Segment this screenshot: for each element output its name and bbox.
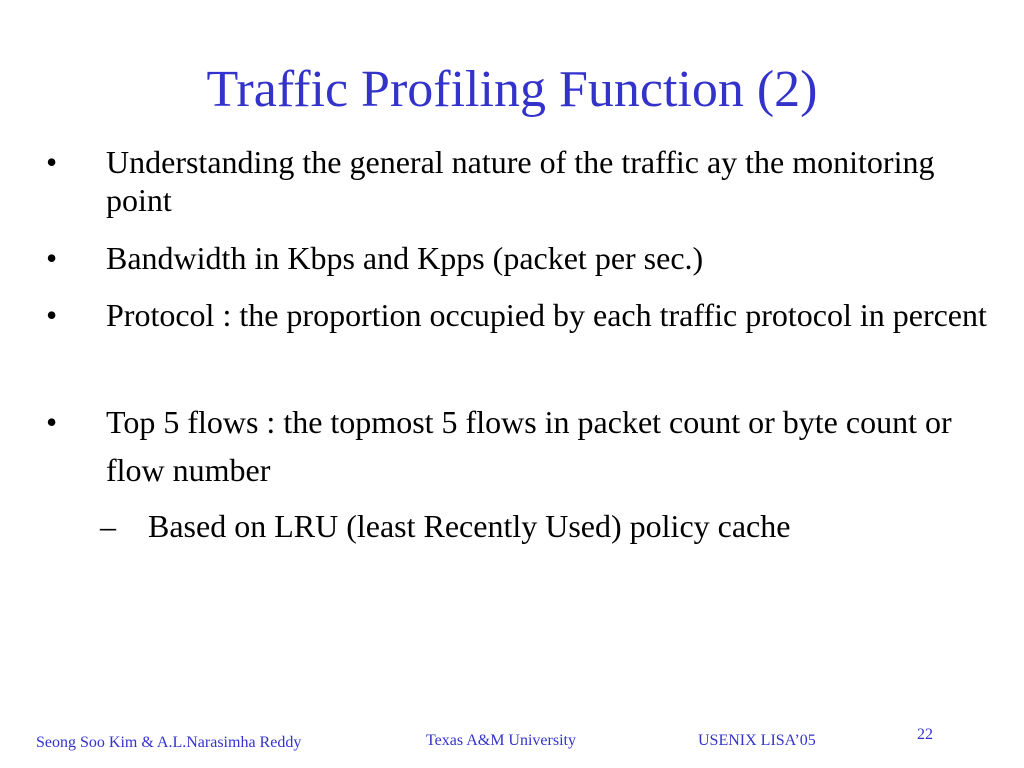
bullet-text: Protocol : the proportion occupied by each traffic protocol in percent xyxy=(106,297,987,333)
footer-authors: Seong Soo Kim & A.L.Narasimha Reddy xyxy=(36,734,302,751)
sub-bullet-marker: – xyxy=(100,508,116,544)
slide-title: Traffic Profiling Function (2) xyxy=(206,61,818,118)
page-number: 22 xyxy=(917,726,933,743)
bullet-text: Bandwidth in Kbps and Kpps (packet per sec.) xyxy=(106,240,704,276)
bullet-marker: • xyxy=(46,404,58,440)
footer-institution: Texas A&M University xyxy=(426,732,576,749)
bullet-marker: • xyxy=(46,144,58,180)
sub-bullet-text: Based on LRU (least Recently Used) policy cache xyxy=(148,508,791,544)
footer-conference: USENIX LISA’05 xyxy=(698,732,816,749)
bullet-text: Top 5 flows : the topmost 5 flows in packet count or byte count or flow number xyxy=(106,404,952,488)
bullet-text: Understanding the general nature of the traffic ay the monitoring point xyxy=(106,144,935,218)
bullet-marker: • xyxy=(46,240,58,276)
bullet-marker: • xyxy=(46,297,58,333)
